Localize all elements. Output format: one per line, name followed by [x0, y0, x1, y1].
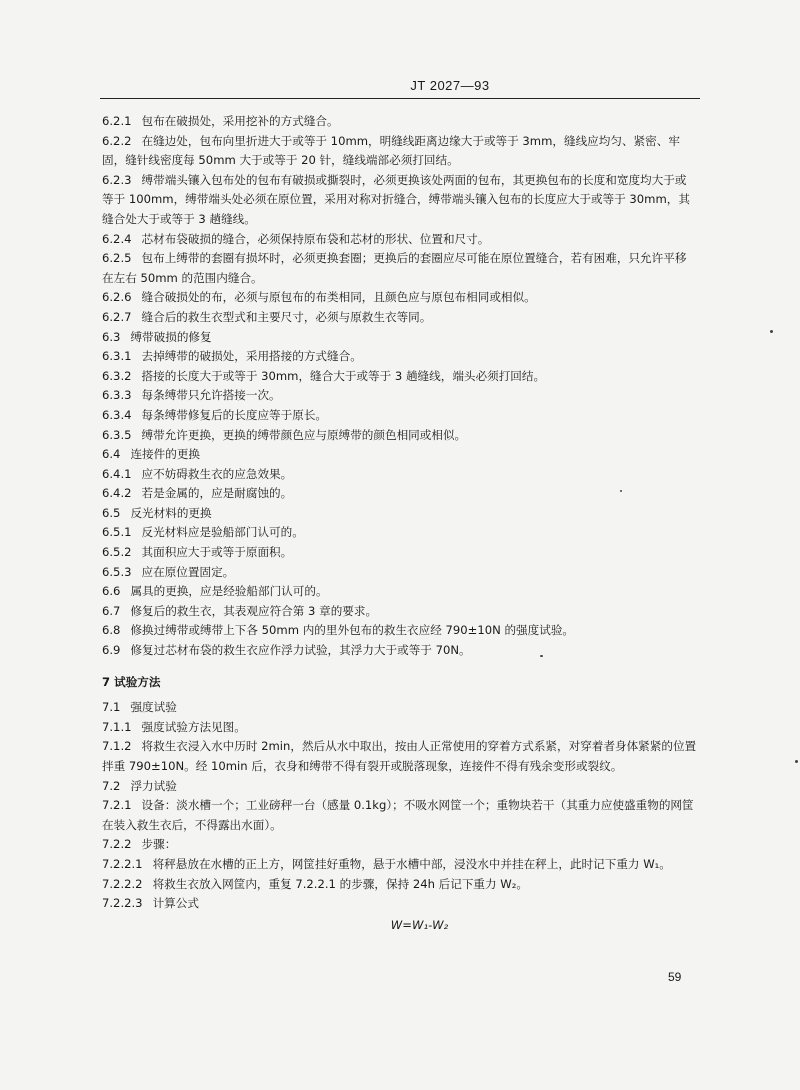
clause-7-1-2 [102, 737, 697, 776]
clause-text: 芯材布袋破损的缝合，必须保持原布袋和芯材的形状、位置和尺寸。 [141, 231, 490, 246]
clause-number: 6.4 [102, 447, 121, 462]
clause-text: 每条缚带只允许搭接一次。 [141, 388, 281, 403]
clause-text: 修换过缚带或缚带上下各 50mm 内的里外包布的救生衣应经 790±10N 的强度试验。 [130, 623, 575, 638]
clause-7-1-1 [102, 718, 697, 738]
clause-number: 6.2.5 [102, 251, 132, 266]
clause-number: 6.2.6 [102, 290, 132, 305]
section-6-clauses [102, 112, 697, 661]
clause-text: 去掉缚带的破损处，采用搭接的方式缝合。 [141, 349, 362, 364]
clause-text: 其面积应大于或等于原面积。 [141, 545, 293, 560]
clause-text: 每条缚带修复后的长度应等于原长。 [141, 407, 328, 422]
clause-6-2-5 [102, 249, 697, 288]
clause-text: 缚带端头镶入包布处的包布有破损或撕裂时，必须更换该处两面的包布，其更换包布的长度和宽度均大于或等于 100mm，缚带端头处必须在原位置，采用对称对折缝合，缚带端头镶入包布的长度应大于或等于 30mm，其缝合处大于或等于 3 趟缝线。 [102, 172, 690, 226]
clause-text: 搭接的长度大于或等于 30mm，缝合大于或等于 3 趟缝线，端头必须打回结。 [141, 368, 546, 383]
clause-7-2-2-1 [102, 855, 697, 875]
clause-7-1 [102, 698, 697, 718]
clause-text: 反光材料的更换 [130, 505, 212, 520]
clause-text: 步骤： [141, 837, 177, 852]
clause-text: 将秤悬放在水槽的正上方，网筐挂好重物，悬于水槽中部，浸没水中并挂在秤上，此时记下重力 W₁。 [152, 856, 671, 871]
clause-number: 7.1.1 [102, 719, 132, 734]
clause-text: 包布上缚带的套圈有损坏时，必须更换套圈；更换后的套圈应尽可能在原位置缝合，若有困难，只允许平移在左右 50mm 的范围内缝合。 [102, 251, 687, 285]
clause-number: 6.2.2 [102, 133, 132, 148]
clause-6-3-2 [102, 367, 697, 387]
clause-number: 6.8 [102, 623, 121, 638]
standard-code: JT 2027—93 [410, 78, 490, 93]
clause-6-5 [102, 504, 697, 524]
clause-7-2-2-2 [102, 875, 697, 895]
clause-number: 6.3.1 [102, 349, 132, 364]
clause-number: 7.1 [102, 700, 121, 715]
clause-6-2-4 [102, 230, 697, 250]
clause-number: 6.3.5 [102, 427, 132, 442]
clause-number: 6.5 [102, 505, 121, 520]
clause-text: 应不妨碍救生衣的应急效果。 [141, 466, 293, 481]
clause-text: 强度试验 [130, 700, 177, 715]
scan-speck [620, 490, 622, 492]
header-divider [100, 98, 700, 99]
clause-text: 若是金属的，应是耐腐蚀的。 [141, 486, 293, 501]
clause-number: 6.3.3 [102, 388, 132, 403]
clause-text: 缝合后的救生衣型式和主要尺寸，必须与原救生衣等同。 [141, 309, 432, 324]
clause-number: 6.3.2 [102, 368, 132, 383]
clause-number: 6.5.1 [102, 525, 132, 540]
clause-6-2-3 [102, 171, 697, 230]
clause-text: 设备：淡水槽一个；工业磅秤一台（感量 0.1kg）；不吸水网筐一个；重物块若干（其重力应使盛重物的网筐在装入救生衣后，不得露出水面）。 [102, 798, 694, 832]
section-7-title: 7 试验方法 [102, 674, 161, 689]
clause-number: 6.9 [102, 643, 121, 658]
clause-6-5-1 [102, 523, 697, 543]
clause-number: 7.2.2.1 [102, 856, 143, 871]
clause-text: 修复过芯材布袋的救生衣应作浮力试验，其浮力大于或等于 70N。 [130, 643, 471, 658]
clause-7-2-2-3 [102, 894, 697, 914]
clause-number: 6.4.2 [102, 486, 132, 501]
clause-text: 将救生衣浸入水中历时 2min，然后从水中取出，按由人正常使用的穿着方式系紧，对穿着者身体紧紧的位置拌重 790±10N。经 10min 后，衣身和缚带不得有裂开或脱落现象，连接件不得有残余变形或裂纹。 [102, 739, 697, 773]
clause-6-4-2 [102, 484, 697, 504]
clause-7-2 [102, 777, 697, 797]
clause-number: 7.2.2.2 [102, 876, 143, 891]
clause-6-2-7 [102, 308, 697, 328]
clause-text: 浮力试验 [130, 778, 177, 793]
clause-6-2-6 [102, 288, 697, 308]
clause-6-8 [102, 621, 697, 641]
clause-text: 反光材料应是验船部门认可的。 [141, 525, 304, 540]
scan-speck [770, 330, 773, 333]
clause-number: 6.5.2 [102, 545, 132, 560]
clause-text: 将救生衣放入网筐内，重复 7.2.2.1 的步骤，保持 24h 后记下重力 W₂。 [152, 876, 529, 891]
clause-6-3-5 [102, 426, 697, 446]
clause-number: 6.6 [102, 584, 121, 599]
clause-6-2-1 [102, 112, 697, 132]
clause-number: 7.2.2 [102, 837, 132, 852]
clause-6-3-4 [102, 406, 697, 426]
clause-6-3 [102, 328, 697, 348]
clause-text: 缚带允许更换，更换的缚带颜色应与原缚带的颜色相同或相似。 [141, 427, 467, 442]
document-body [102, 112, 697, 935]
clause-number: 6.3.4 [102, 407, 132, 422]
clause-text: 属具的更换，应是经验船部门认可的。 [130, 584, 328, 599]
clause-6-3-3 [102, 386, 697, 406]
clause-6-9 [102, 641, 697, 661]
clause-number: 6.2.7 [102, 309, 132, 324]
clause-6-7 [102, 602, 697, 622]
clause-6-6 [102, 582, 697, 602]
clause-6-2-2 [102, 132, 697, 171]
clause-6-5-2 [102, 543, 697, 563]
clause-number: 6.4.1 [102, 466, 132, 481]
clause-number: 7.2.2.3 [102, 896, 143, 911]
clause-text: 计算公式 [152, 896, 199, 911]
clause-number: 6.7 [102, 603, 121, 618]
clause-6-4 [102, 445, 697, 465]
clause-number: 6.5.3 [102, 564, 132, 579]
page-number: 59 [668, 970, 682, 984]
clause-text: 修复后的救生衣，其表观应符合第 3 章的要求。 [130, 603, 378, 618]
clause-number: 6.3 [102, 329, 121, 344]
clause-6-4-1 [102, 465, 697, 485]
clause-number: 6.2.3 [102, 172, 132, 187]
clause-text: 包布在破损处，采用挖补的方式缝合。 [141, 114, 339, 128]
clause-text: 连接件的更换 [130, 447, 201, 462]
clause-number: 7.2.1 [102, 798, 132, 813]
clause-text: 应在原位置固定。 [141, 564, 235, 579]
clause-7-2-2 [102, 835, 697, 855]
clause-6-3-1 [102, 347, 697, 367]
clause-text: 强度试验方法见图。 [141, 719, 246, 734]
clause-text: 缚带破损的修复 [130, 329, 212, 344]
clause-text: 在缝边处，包布向里折进大于或等于 10mm，明缝线距离边缘大于或等于 3mm，缝线应均匀、紧密、牢固，缝针线密度每 50mm 大于或等于 20 针，缝线端部必须打回结。 [102, 133, 680, 168]
clause-7-2-1 [102, 796, 697, 835]
section-7-clauses [102, 698, 697, 914]
scan-speck [795, 760, 798, 763]
clause-text: 缝合破损处的布，必须与原包布的布类相同，且颜色应与原包布相同或相似。 [141, 290, 536, 305]
scan-speck [540, 655, 543, 657]
buoyancy-formula: W=W₁-W₂ [390, 917, 449, 932]
clause-number: 7.1.2 [102, 739, 132, 754]
clause-6-5-3 [102, 563, 697, 583]
clause-number: 6.2.1 [102, 114, 132, 128]
clause-number: 6.2.4 [102, 231, 132, 246]
clause-number: 7.2 [102, 778, 121, 793]
